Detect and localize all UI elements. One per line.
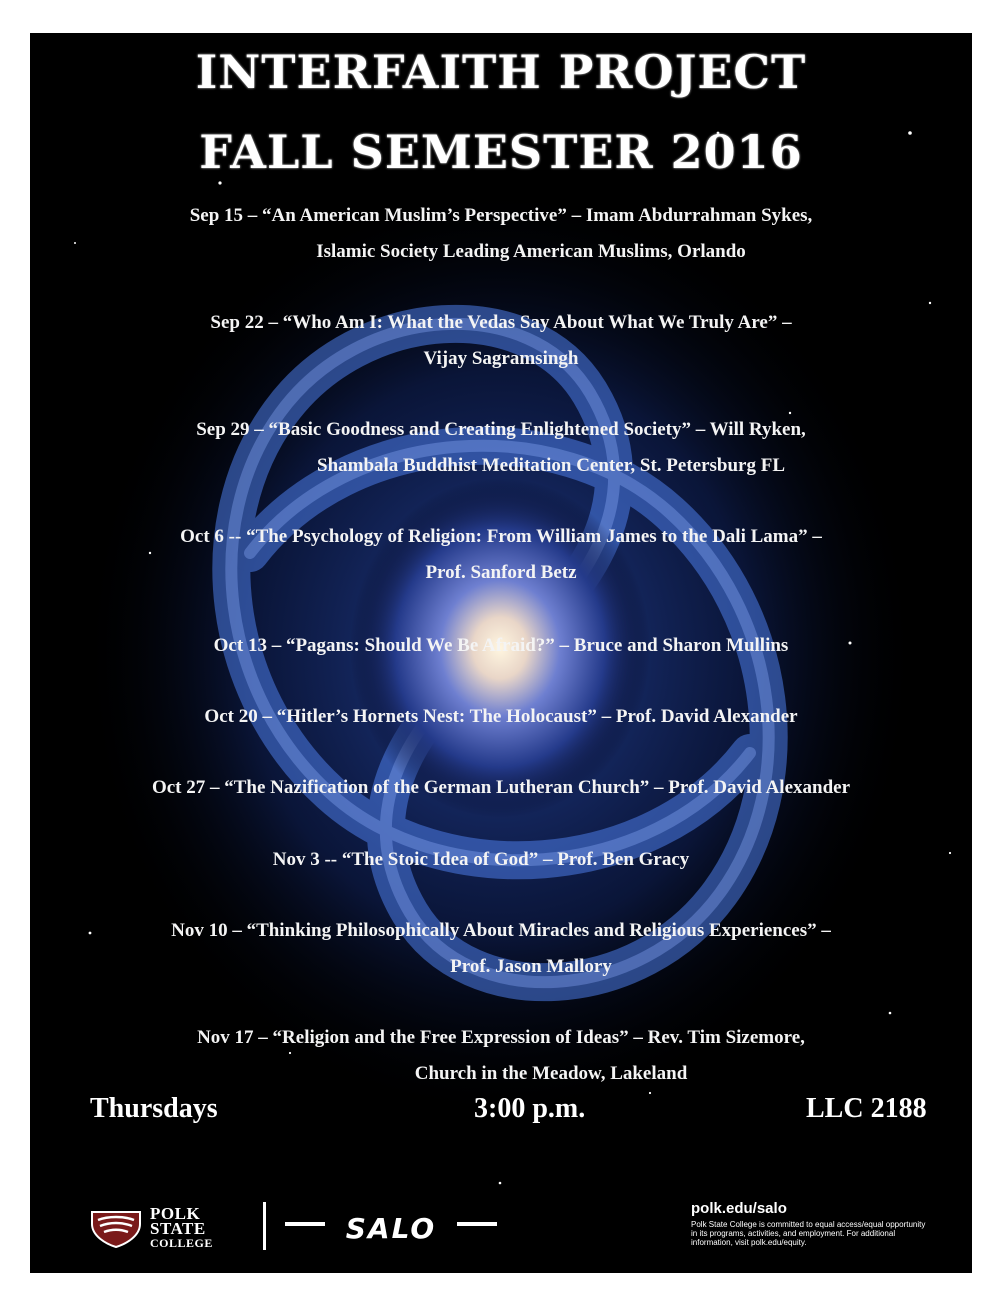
polk-text-line: STATE [150, 1219, 206, 1238]
meeting-day: Thursdays [90, 1093, 218, 1124]
event-line: Nov 10 – “Thinking Philosophically About Miracles and Religious Experiences” – [171, 920, 831, 941]
event-line: Sep 22 – “Who Am I: What the Vedas Say About What We Truly Are” – [210, 312, 792, 333]
polk-wordmark [150, 1206, 213, 1251]
title-line-1: INTERFAITH PROJECT [195, 45, 807, 99]
event-item-oct-27 [30, 770, 972, 806]
meeting-time: 3:00 p.m. [474, 1093, 586, 1124]
polk-text-line: COLLEGE [150, 1236, 213, 1250]
event-item-nov-3 [30, 842, 972, 878]
event-item-nov-10 [30, 913, 972, 985]
event-item-sep-29 [30, 412, 972, 484]
event-line: Shambala Buddhist Meditation Center, St. Petersburg FL [317, 455, 785, 476]
event-item-oct-6 [30, 519, 972, 591]
website-link[interactable]: polk.edu/salo [691, 1200, 787, 1217]
event-item-oct-20 [30, 699, 972, 735]
salo-logo [285, 1212, 497, 1245]
event-line: Oct 13 – “Pagans: Should We Be Afraid?” – Bruce and Sharon Mullins [213, 635, 789, 656]
event-line: Prof. Sanford Betz [425, 562, 577, 583]
title-line-2: FALL SEMESTER 2016 [199, 125, 803, 179]
logo-bar [30, 1198, 972, 1268]
event-line: Nov 17 – “Religion and the Free Expression of Ideas” – Rev. Tim Sizemore, [197, 1027, 805, 1048]
equity-statement: Polk State College is committed to equal access/equal opportunity in its programs, activities, and employment. For additional information, visit polk.edu/equity. [691, 1220, 926, 1247]
event-item-sep-22 [30, 305, 972, 377]
polk-text-line: POLK [150, 1204, 201, 1223]
event-line: Islamic Society Leading American Muslims, Orlando [316, 241, 746, 262]
salo-wordmark: SALO [345, 1212, 437, 1245]
logo-divider [263, 1202, 266, 1250]
event-line: Sep 29 – “Basic Goodness and Creating Enlightened Society” – Will Ryken, [196, 419, 806, 440]
event-item-oct-13 [30, 628, 972, 664]
poster-content [30, 33, 972, 1273]
event-line: Nov 3 -- “The Stoic Idea of God” – Prof. Ben Gracy [272, 849, 690, 870]
polk-shield-icon [90, 1208, 142, 1248]
event-line: Oct 27 – “The Nazification of the German Lutheran Church” – Prof. David Alexander [151, 777, 851, 798]
event-line: Prof. Jason Mallory [450, 956, 612, 977]
poster [30, 33, 972, 1273]
event-item-sep-15 [30, 198, 972, 270]
polk-state-college-logo [90, 1206, 245, 1252]
event-line: Oct 6 -- “The Psychology of Religion: From William James to the Dali Lama” – [180, 526, 822, 547]
meeting-room: LLC 2188 [806, 1093, 927, 1124]
event-line: Vijay Sagramsingh [423, 348, 579, 369]
event-item-nov-17 [30, 1020, 972, 1092]
event-line: Sep 15 – “An American Muslim’s Perspective” – Imam Abdurrahman Sykes, [189, 205, 813, 226]
event-line: Church in the Meadow, Lakeland [414, 1063, 688, 1084]
event-line: Oct 20 – “Hitler’s Hornets Nest: The Holocaust” – Prof. David Alexander [204, 706, 798, 727]
salo-wing-right [457, 1222, 497, 1226]
